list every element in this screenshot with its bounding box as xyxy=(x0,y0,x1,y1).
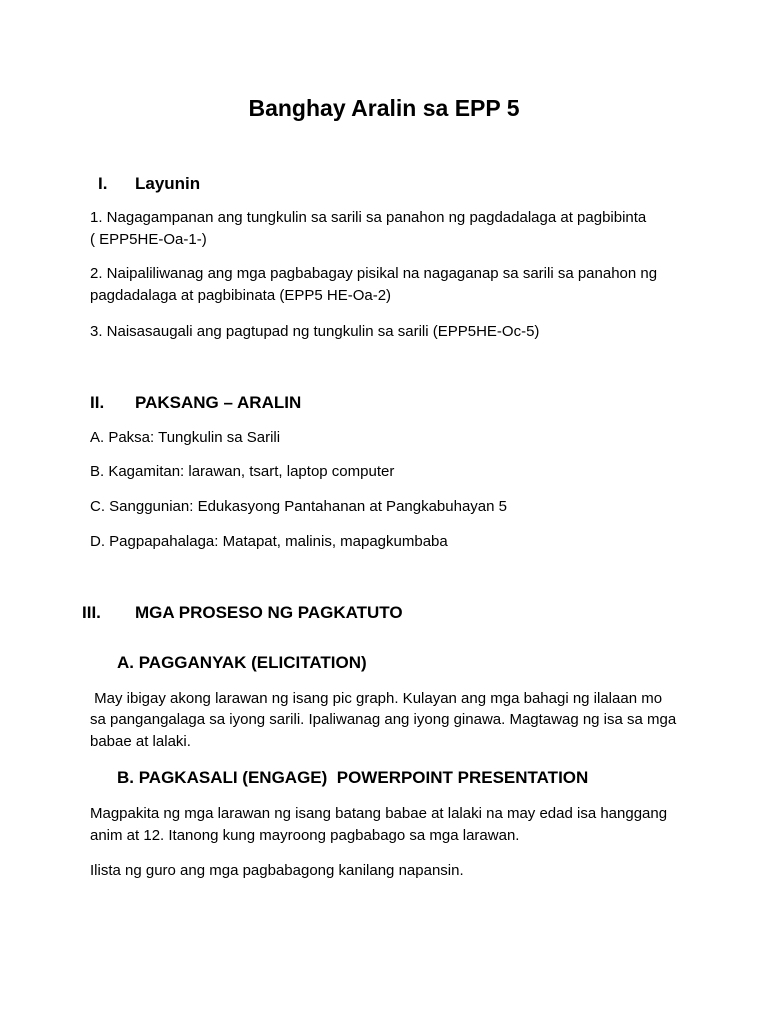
section-heading: PAKSANG – ARALIN xyxy=(135,393,302,412)
objective-line: 2. Naipaliliwanag ang mga pagbabagay pisikal na nagaganap sa sarili sa panahon ng xyxy=(90,265,658,282)
materials-item: B. Kagamitan: larawan, tsart, laptop computer xyxy=(90,463,395,480)
section-numeral: I. xyxy=(98,174,108,193)
paragraph-line: Magpakita ng mga larawan ng isang batang babae at lalaki na may edad isa hanggang xyxy=(90,805,668,822)
document-title: Banghay Aralin sa EPP 5 xyxy=(248,95,520,121)
objective-line: ( EPP5HE-Oa-1-) xyxy=(90,231,207,248)
subsection-heading: A. PAGGANYAK (ELICITATION) xyxy=(117,653,367,672)
objective-line: 1. Nagagampanan ang tungkulin sa sarili sa panahon ng pagdadalaga at pagbibinta xyxy=(90,209,647,226)
subject-item: A. Paksa: Tungkulin sa Sarili xyxy=(90,429,281,446)
subsection-heading: B. PAGKASALI (ENGAGE) POWERPOINT PRESENTATION xyxy=(117,768,589,787)
paragraph-line: May ibigay akong larawan ng isang pic graph. Kulayan ang mga bahagi ng ilalaan mo xyxy=(90,690,663,707)
section-numeral: II. xyxy=(90,393,105,412)
section-heading: Layunin xyxy=(135,174,201,193)
paragraph-line: anim at 12. Itanong kung mayroong pagbabago sa mga larawan. xyxy=(90,827,520,844)
objective-line: 3. Naisasaugali ang pagtupad ng tungkulin sa sarili (EPP5HE-Oc-5) xyxy=(90,323,540,340)
values-item: D. Pagpapahalaga: Matapat, malinis, mapagkumbaba xyxy=(90,533,448,550)
reference-item: C. Sanggunian: Edukasyong Pantahanan at Pangkabuhayan 5 xyxy=(90,498,507,515)
paragraph-line: sa pangangalaga sa iyong sarili. Ipaliwanag ang iyong ginawa. Magtawag ng isa sa mga xyxy=(90,711,677,728)
section-numeral: III. xyxy=(82,603,101,622)
objective-line: pagdadalaga at pagbibinata (EPP5 HE-Oa-2) xyxy=(90,287,392,304)
section-heading: MGA PROSESO NG PAGKATUTO xyxy=(135,603,403,622)
paragraph-line: Ilista ng guro ang mga pagbabagong kanilang napansin. xyxy=(90,862,464,879)
paragraph-line: babae at lalaki. xyxy=(90,733,191,750)
